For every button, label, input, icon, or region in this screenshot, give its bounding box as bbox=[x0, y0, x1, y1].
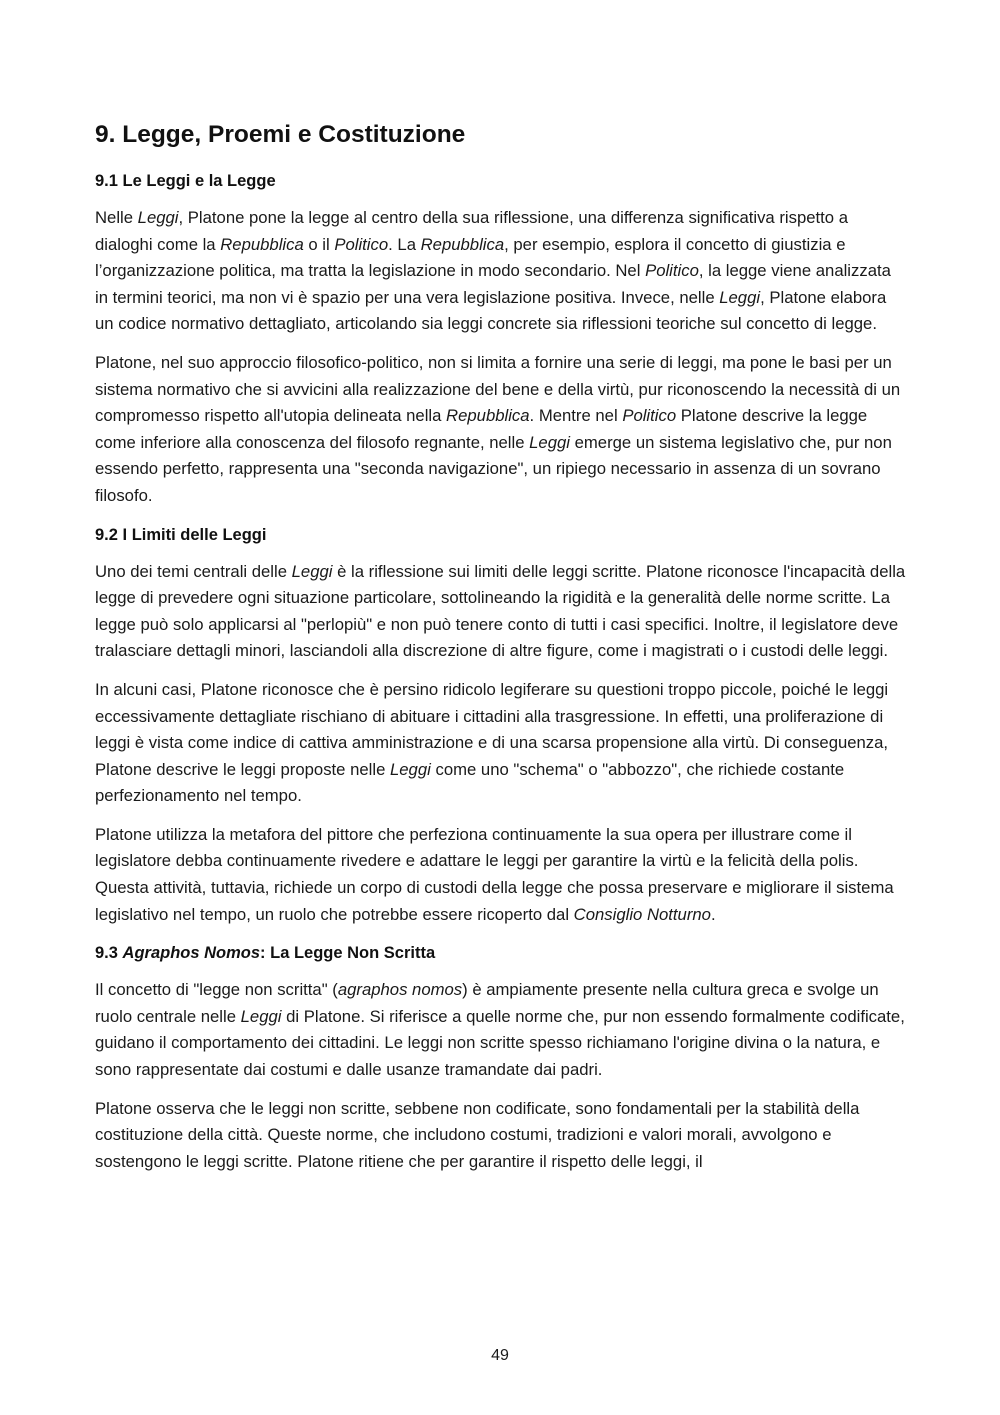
sections-container bbox=[95, 168, 907, 1175]
text-run: Platone descrive la legge come inferiore alla conoscenza del filosofo regnante, nelle bbox=[95, 406, 868, 452]
text-run: , per esempio, esplora il concetto di giustizia e l’organizzazione politica, ma tratta la legislazione in modo secondario. Nel bbox=[95, 234, 846, 281]
body-paragraph bbox=[95, 350, 907, 510]
body-paragraph bbox=[95, 205, 907, 338]
text-run: . Mentre nel bbox=[529, 406, 623, 426]
italic-text: Repubblica bbox=[420, 234, 505, 254]
text-run: o il bbox=[303, 234, 335, 254]
text-run: , la legge viene analizzata in termini teorici, ma non vi è spazio per una vera legislazione positiva. Invece, nelle bbox=[95, 261, 891, 307]
page-number: 49 bbox=[491, 1347, 509, 1364]
section-heading bbox=[95, 522, 907, 548]
italic-text: Politico bbox=[645, 261, 699, 281]
italic-text: Leggi bbox=[291, 561, 333, 581]
text-run: di Platone. Si riferisce a quelle norme che, pur non essendo formalmente codificate, guidano il comportamento dei cittadini. Le leggi non scritte spesso richiamano l'origine divina o la natura, e sono rappresentate dai costumi e dalle usanze tramandate dai padri. bbox=[95, 1006, 905, 1080]
italic-text: Leggi bbox=[390, 759, 431, 779]
italic-text: Leggi bbox=[529, 432, 570, 452]
italic-text: Politico bbox=[334, 234, 389, 254]
italic-text: Consiglio Notturno bbox=[573, 904, 711, 924]
italic-text: Leggi bbox=[240, 1006, 282, 1026]
italic-text: Agraphos Nomos bbox=[122, 944, 261, 963]
text-run: 9.2 I Limiti delle Leggi bbox=[95, 525, 267, 544]
italic-text: Repubblica bbox=[220, 234, 304, 254]
text-run: In alcuni casi, Platone riconosce che è persino ridicolo legiferare su questioni troppo piccole, poiché le leggi eccessivamente dettagliate rischiano di abituare i cittadini alla trasgressione. In effetti, una proliferazione di leggi è vista come indice di cattiva amministrazione e di una scarsa propensione alla virtù. Di conseguenza, Platone descrive le leggi proposte nelle bbox=[95, 679, 889, 779]
text-run: , Platone pone la legge al centro della sua riflessione, una differenza significativa rispetto a dialoghi come la bbox=[95, 208, 848, 254]
text-run: Il concetto di "legge non scritta" ( bbox=[95, 980, 338, 1000]
section-heading bbox=[95, 168, 907, 194]
italic-text: agraphos nomos bbox=[337, 980, 463, 1000]
text-run: come uno "schema" o "abbozzo", che richiede costante perfezionamento nel tempo. bbox=[95, 759, 845, 806]
body-paragraph bbox=[95, 1096, 907, 1176]
text-run: Uno dei temi centrali delle bbox=[95, 561, 292, 581]
text-run: 9.1 Le Leggi e la Legge bbox=[95, 172, 276, 190]
italic-text: Politico bbox=[622, 406, 677, 426]
body-paragraph bbox=[95, 559, 907, 665]
text-run: ) è ampiamente presente nella cultura greca e svolge un ruolo centrale nelle bbox=[95, 980, 879, 1026]
italic-text: Repubblica bbox=[446, 406, 530, 426]
body-paragraph bbox=[95, 822, 907, 928]
text-run: 9.3 bbox=[95, 944, 123, 963]
page-content bbox=[95, 118, 907, 1187]
text-run: Platone, nel suo approccio filosofico-politico, non si limita a fornire una serie di leggi, ma pone le basi per un sistema normativo che si avvicini alla realizzazione del bene e della virtù, pur riconoscendo la necessità di un compromesso rispetto all'utopia delineata nella bbox=[95, 352, 901, 426]
italic-text: Leggi bbox=[719, 287, 761, 307]
text-run: , Platone elabora un codice normativo dettagliato, articolando sia leggi concrete sia riflessioni teoriche sul concetto di legge. bbox=[95, 287, 887, 334]
text-run: Platone utilizza la metafora del pittore che perfeziona continuamente la sua opera per illustrare come il legislatore debba continuamente rivedere e adattare le leggi per garantire la virtù e la felicità della polis. Questa attività, tuttavia, richiede un corpo di custodi della legge che possa preservare e migliorare il sistema legislativo nel tempo, un ruolo che potrebbe essere ricoperto dal bbox=[95, 824, 894, 924]
italic-text: Leggi bbox=[137, 208, 179, 227]
chapter-title: 9. Legge, Proemi e Costituzione bbox=[95, 121, 466, 148]
text-run: . bbox=[710, 904, 716, 924]
section-heading bbox=[95, 940, 907, 966]
body-paragraph bbox=[95, 677, 907, 810]
text-run: Platone osserva che le leggi non scritte, sebbene non codificate, sono fondamentali per la stabilità della costituzione della città. Queste norme, che includono costumi, tradizioni e valori morali, avvolgono e sostengono le leggi scritte. Platone ritiene che per garantire il rispetto delle leggi, il bbox=[95, 1098, 860, 1171]
text-run: emerge un sistema legislativo che, pur non essendo perfetto, rappresenta una "seconda navigazione", un ripiego necessario in assenza di un sovrano filosofo. bbox=[95, 432, 892, 505]
text-run: . La bbox=[388, 234, 421, 254]
text-run: : La Legge Non Scritta bbox=[260, 944, 436, 963]
body-paragraph bbox=[95, 977, 907, 1083]
text-run: è la riflessione sui limiti delle leggi scritte. Platone riconosce l'incapacità della legge di prevedere ogni situazione particolare, sottolineando la rigidità e la generalità delle norme scritte. La legge può solo applicarsi al "perlopiù" e non può tenere conto di tutti i casi specifici. Inoltre, il legislatore deve tralasciare dettagli minori, lasciandoli alla discrezione di altre figure, come i magistrati o i custodi delle leggi. bbox=[95, 561, 906, 661]
text-run: Nelle bbox=[95, 208, 138, 227]
